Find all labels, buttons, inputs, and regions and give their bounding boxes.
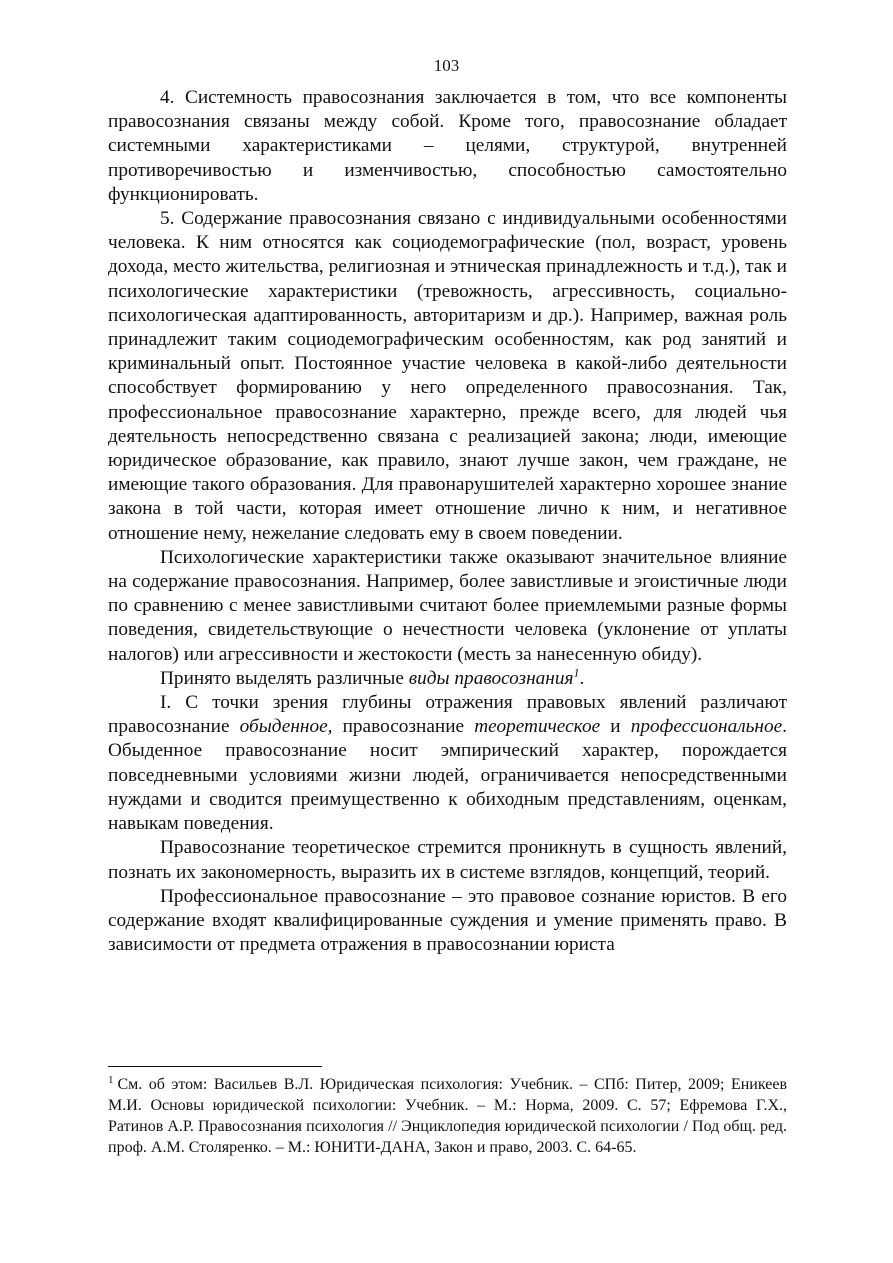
page-number: 103: [433, 56, 460, 75]
depth-text-a: I. С точки зрения глубины отражения правовых явлений различают правосознание: [108, 692, 787, 738]
depth-text-d: . Обыденное правосознание носит эмпирический характер, порождается повседневными условиями жизни людей, ограничивается непосредственными нуждами и сводится преимущественно к обиходным представлениям, оценкам, навыкам поведения.: [108, 716, 787, 835]
paragraph-depth: [108, 691, 787, 836]
main-text: [108, 86, 787, 957]
paragraph-professional: Профессиональное правосознание – это правовое сознание юристов. В его содержание входят квалифицированные суждения и умение применять право. В зависимости от предмета отражения в правосознании юриста: [108, 885, 787, 956]
depth-text-b: правосознание: [332, 716, 475, 738]
footnote-divider: [108, 1066, 322, 1067]
depth-italic-professional: профессиональное: [630, 716, 783, 738]
paragraph-theoretical: Правосознание теоретическое стремится проникнуть в сущность явлений, познать их закономерность, выразить их в системе взглядов, концепций, теорий.: [108, 837, 787, 883]
depth-italic-theoretical: теоретическое: [474, 716, 601, 738]
paragraph-types-intro: [108, 667, 787, 691]
footnote: [108, 1074, 787, 1158]
types-intro-italic: виды правосознания: [408, 667, 574, 689]
depth-italic-ordinary: обыденное,: [239, 716, 333, 738]
paragraph-systemness: 4. Системность правосознания заключается в том, что все компоненты правосознания связаны между собой. Кроме того, правосознание обладает системными характеристиками – целями, структурой, внутренней противоречивостью и изменчивостью, способностью самостоятельно функционировать.: [108, 87, 787, 205]
paragraph-psychological: Психологические характеристики также оказывают значительное влияние на содержание правосознания. Например, более завистливые и эгоистичные люди по сравнению с менее завистливыми считают более приемлемыми разные формы поведения, свидетельствующие о нечестности человека (уклонение от уплаты налогов) или агрессивности и жестокости (месть за нанесенную обиду).: [108, 546, 787, 665]
footnote-text: См. об этом: Васильев В.Л. Юридическая психология: Учебник. – СПб: Питер, 2009; Еникеев М.И. Основы юридической психологии: Учебник. – М.: Норма, 2009. С. 57; Ефремова Г.Х., Ратинов А.Р. Правосознания психология // Энциклопедия юридической психологии / Под общ. ред. проф. А.М. Столяренко. – М.: ЮНИТИ-ДАНА, Закон и право, 2003. С. 64-65.: [108, 1076, 787, 1156]
paragraph-content: 5. Содержание правосознания связано с индивидуальными особенностями человека. К ним относятся как социодемографические (пол, возраст, уровень дохода, место жительства, религиозная и этническая принадлежность и т.д.), так и психологические характеристики (тревожность, агрессивность, социально-психологическая адаптированность, авторитаризм и др.). Например, важная роль принадлежит таким социодемографическим особенностям, как род занятий и криминальный опыт. Постоянное участие человека в какой-либо деятельности способствует формированию у него определенного правосознания. Так, профессиональное правосознание характерно, прежде всего, для людей чья деятельность непосредственно связана с реализацией закона; люди, имеющие юридическое образование, как правило, знают лучше закон, чем граждане, не имеющие такого образования. Для правонарушителей характерно хорошее знание закона в той части, которая имеет отношение лично к ним, и негативное отношение нему, нежелание следовать ему в своем поведении.: [108, 208, 787, 544]
types-intro-end: .: [579, 667, 585, 689]
types-intro-text: Принято выделять различные: [160, 667, 409, 689]
depth-text-c: и: [600, 716, 631, 738]
footnote-reference[interactable]: 1: [573, 665, 580, 680]
footnote-mark: 1: [108, 1073, 114, 1086]
